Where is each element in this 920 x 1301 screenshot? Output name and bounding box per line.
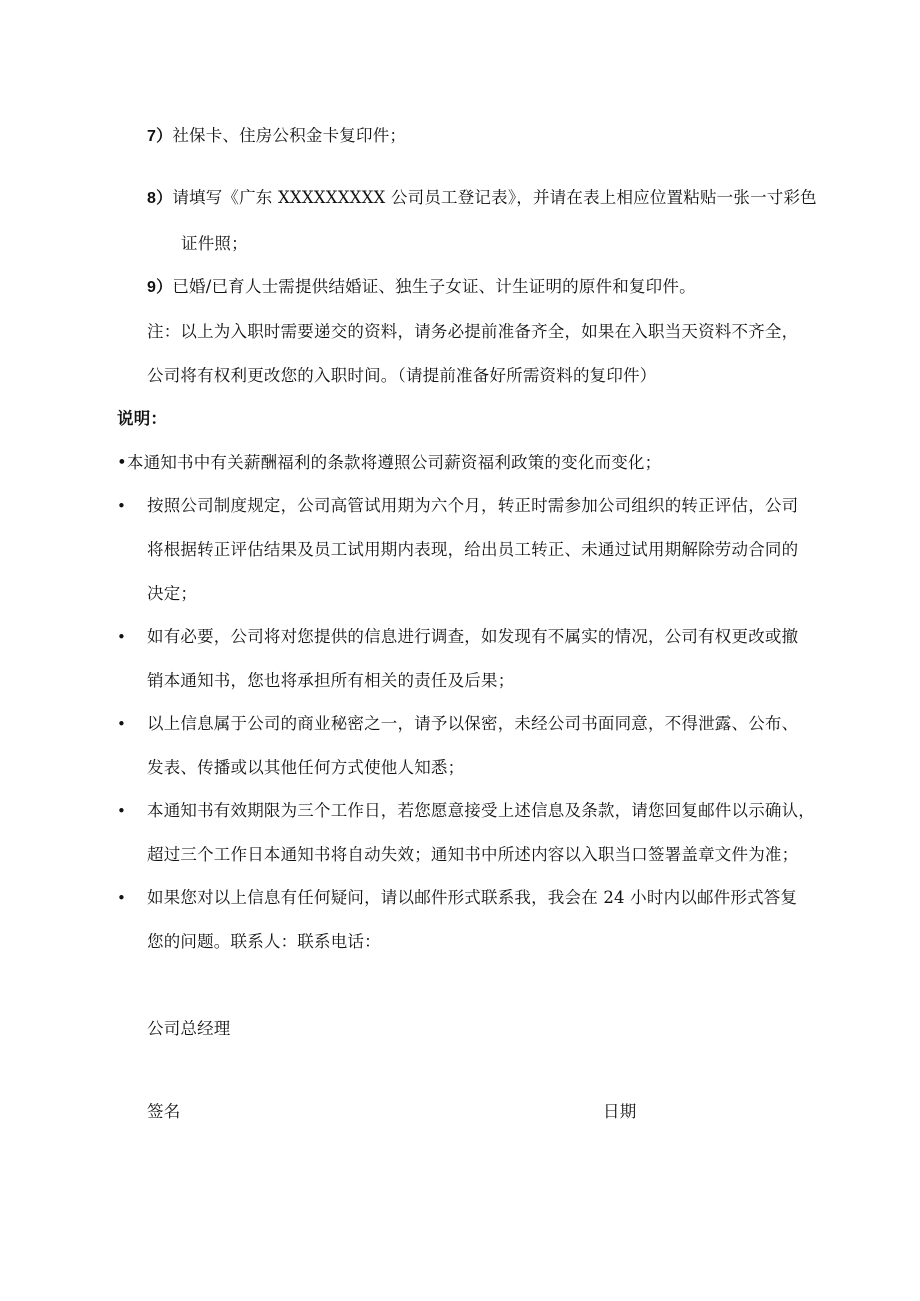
- item-8-number: 8）: [147, 190, 173, 207]
- bullet-2-line-2: 销本通知书，您也将承担所有相关的责任及后果；: [147, 671, 515, 690]
- bullet-3-line-1: 以上信息属于公司的商业秘密之一，请予以保密，未经公司书面同意，不得泄露、公布、: [147, 714, 799, 733]
- bullet-marker: •: [117, 497, 126, 515]
- list-item-9: [147, 275, 696, 300]
- bullet-1-line-2: 将根据转正评估结果及员工试用期内表现，给出员工转正、未通过试用期解除劳动合同的: [147, 540, 799, 559]
- signatory-title: 公司总经理: [147, 1019, 231, 1038]
- bullet-5-line-2: 您的问题。联系人：联系电话：: [147, 932, 381, 951]
- bullet-2-line-1: 如有必要，公司将对您提供的信息进行调查，如发现有不属实的情况，公司有权更改或撤: [147, 627, 799, 646]
- bullet-marker: •: [117, 715, 126, 733]
- explanation-first-item: •本通知书中有关薪酬福利的条款将遵照公司薪资福利政策的变化而变化；: [117, 453, 662, 472]
- bullet-marker: •: [117, 889, 126, 907]
- bullet-1-line-1: 按照公司制度规定，公司高管试用期为六个月，转正时需参加公司组织的转正评估，公司: [147, 496, 799, 515]
- item-7-text: 社保卡、住房公积金卡复印件；: [172, 126, 407, 145]
- bullet-3-line-2: 发表、传播或以其他任何方式使他人知悉；: [147, 758, 465, 777]
- item-9-text: 已婚/已育人士需提供结婚证、独生子女证、计生证明的原件和复印件。: [172, 277, 696, 296]
- list-item-8: [147, 186, 817, 211]
- item-8-text: 请填写《广东 XXXXXXXXX 公司员工登记表》，并请在表上相应位置粘贴一张一寸彩色: [172, 188, 817, 207]
- list-item-7: [147, 124, 406, 149]
- bullet-marker: •: [117, 628, 126, 646]
- bullet-4-line-2: 超过三个工作日本通知书将自动失效；通知书中所述内容以入职当口签署盖章文件为准；: [147, 845, 799, 864]
- item-8-continuation: 证件照；: [181, 234, 248, 253]
- item-7-number: 7）: [147, 128, 173, 145]
- date-label: 日期: [603, 1102, 637, 1121]
- bullet-1-line-3: 决定；: [147, 584, 198, 603]
- note-line-1: 注：以上为入职时需要递交的资料，请务必提前准备齐全，如果在入职当天资料不齐全，: [147, 322, 799, 341]
- item-9-number: 9）: [147, 279, 173, 296]
- bullet-5-line-1: 如果您对以上信息有任何疑问，请以邮件形式联系我，我会在 24 小时内以邮件形式答复: [147, 888, 798, 907]
- bullet-4-line-1: 本通知书有效期限为三个工作日，若您愿意接受上述信息及条款，请您回复邮件以示确认，: [147, 801, 815, 820]
- bullet-marker: •: [117, 802, 126, 820]
- note-line-2: 公司将有权利更改您的入职时间。（请提前准备好所需资料的复印件）: [147, 366, 657, 385]
- explanation-heading: 说明：: [117, 409, 168, 428]
- signature-label: 签名: [147, 1102, 181, 1121]
